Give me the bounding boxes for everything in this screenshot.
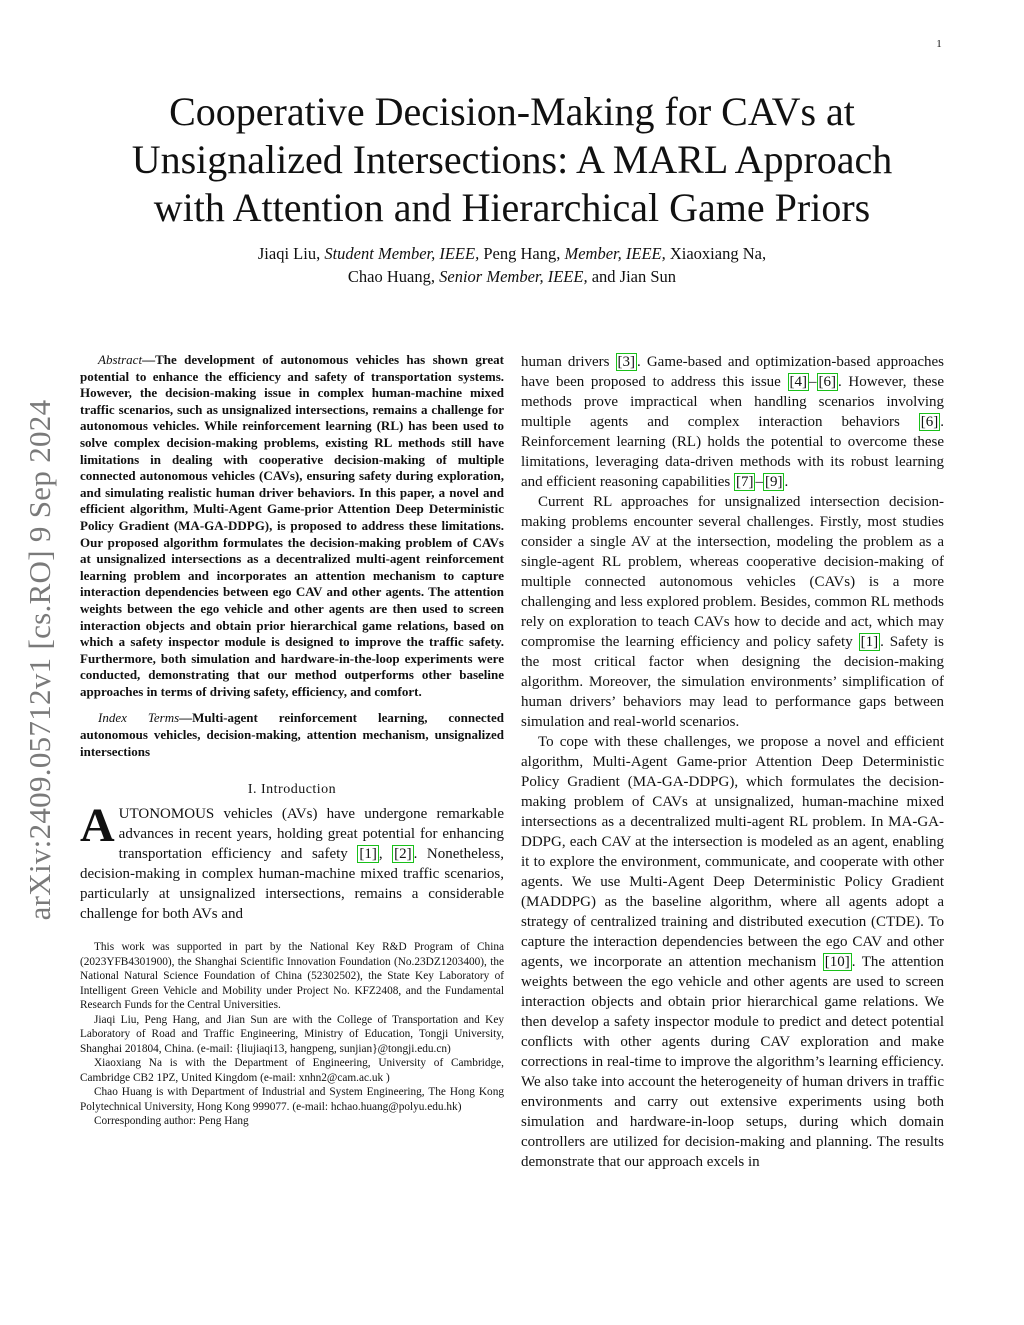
citation-link[interactable]: [9] xyxy=(764,474,783,490)
abstract-label: Abstract xyxy=(98,352,143,367)
right-column xyxy=(521,352,944,1172)
body-text: . Reinforcement learning (RL) holds the potential to overcome these limitations, leveraging data-driven methods with its robust learning and efficient reasoning capabilities xyxy=(521,414,944,490)
author-line xyxy=(100,242,924,265)
author-list xyxy=(100,242,924,288)
section-heading: I. Introduction xyxy=(247,782,337,798)
citation-link[interactable]: [1] xyxy=(359,846,377,863)
intro-text: UTONOMOUS vehicles (AVs) have undergone remarkable advances in recent years, holding great potential for enhancing transportation efficiency and safety xyxy=(118,806,504,863)
index-terms-text: —Multi-agent reinforcement learning, connected autonomous vehicles, decision-making, attention mechanism, unsignalized intersections xyxy=(80,710,504,759)
footnote: Corresponding author: Peng Hang xyxy=(94,1115,249,1128)
citation-link[interactable]: [10] xyxy=(824,954,850,970)
footnote: Xiaoxiang Na is with the Department of Engineering, University of Cambridge, Cambridge CB2 1PZ, United Kingdom (e-mail: xnhn2@cam.ac.uk ) xyxy=(80,1057,504,1084)
index-terms-label: Index Terms xyxy=(98,710,180,726)
paper-title xyxy=(60,88,964,232)
intro-text: , xyxy=(378,846,393,863)
body-text: – xyxy=(809,374,817,390)
body-text: human drivers xyxy=(521,354,616,370)
author-line xyxy=(100,265,924,288)
body-text: . xyxy=(784,474,789,490)
intro-text: . Nonetheless, decision-making in complex human-machine mixed traffic scenarios, particularly at unsignalized intersections, remains a considerable challenge for both AVs and xyxy=(80,846,504,923)
footnote: Chao Huang is with Department of Industrial and System Engineering, The Hong Kong Polytechnical University, Hong Kong 999077. (e-mail: hchao.huang@polyu.edu.hk) xyxy=(80,1086,504,1113)
body-text: . Safety is the most critical factor when designing the decision-making algorithm. Moreover, the simulation environments’ simplification of human drivers’ behaviors may lead to performance gaps between simulation and real-world scenarios. xyxy=(521,634,944,730)
citation-link[interactable]: [2] xyxy=(394,846,412,863)
footnotes xyxy=(80,940,504,1129)
citation-link[interactable]: [7] xyxy=(735,474,754,490)
author-name: Jiaqi Liu, xyxy=(257,244,325,263)
body-text: . However, these methods prove impractical when handling scenarios involving multiple agents and complex interaction behaviors xyxy=(521,374,944,430)
body-text: . The attention weights between the ego vehicle and other agents are used to screen interaction objects and obtain prior hierarchical game relations. We then develop a safety inspector module to predict and detect potential conflicts with other agents during CAV exploration and make corrections in real-time to improve the algorithm’s learning efficiency. We also take into account the heterogeneity of human drivers in traffic environments and carry out extensive experiments using both simulation and hardware-in-loop setups, during which domain controllers are utilized for decision-making and planning. The results demonstrate that our approach excels in xyxy=(521,954,944,1170)
citation-link[interactable]: [6] xyxy=(818,374,836,390)
body-text: Current RL approaches for unsignalized intersection decision-making problems encounter several challenges. Firstly, most studies consider a single AV at the intersection, modeling the problem as a single-agent RL problem, whereas cooperative decision-making of multiple connected autonomous vehicles (CAVs) is a more challenging and less explored problem. Besides, common RL methods rely on exploration to teach CAVs how to decide and act, which may compromise the learning efficiency and policy safety xyxy=(521,494,944,650)
footnote: This work was supported in part by the National Key R&D Program of China (2023YFB4301900), the Shanghai Scientific Innovation Foundation (No.23DZ1203400), the National Natural Science Foundation of China (52302502), the State Key Laboratory of Intelligent Green Vehicle and Mobility under Project No. KFZ2408, and the Fundamental Research Funds for the Central Universities. xyxy=(80,941,504,1012)
body-paragraph xyxy=(521,492,944,732)
citation-link[interactable]: [4] xyxy=(789,374,807,390)
author-name: Xiaoxiang Na, xyxy=(665,244,767,263)
footnote: Jiaqi Liu, Peng Hang, and Jian Sun are with the College of Transportation and Key Laboratory of Road and Traffic Engineering, Ministry of Education, Tongji University, Shanghai 201804, China. (e-mail: {liujiaqi13, hangpeng, sunjian}@tongji.edu.cn) xyxy=(80,1013,504,1055)
author-name: and Jian Sun xyxy=(587,267,677,286)
left-column xyxy=(80,352,504,1129)
index-terms xyxy=(80,710,504,760)
citation-link[interactable]: [1] xyxy=(860,634,879,650)
author-role: Senior Member, IEEE, xyxy=(439,267,588,286)
body-text: To cope with these challenges, we propose a novel and efficient algorithm, Multi-Agent Game-prior Attention Deep Deterministic Policy Gradient (MA-GA-DDPG), which formulates the decision-making problem of CAVs at unsignalized, human-machine mixed intersections as a decentralized multi-agent RL problem. In MA-GA-DDPG, each CAV at the intersection is modeled as an agent, enabling it to explore the environment, communicate, and cooperate with other agents. We use Multi-Agent Deep Deterministic Policy Gradient (MADDPG) as the baseline algorithm, where all agents adopt a strategy of centralized training and distributed execution (CTDE). To capture the interaction dependencies between the ego CAV and other agents, we incorporate an attention mechanism xyxy=(521,734,944,970)
body-paragraph xyxy=(521,732,944,1172)
author-role: Member, IEEE, xyxy=(564,244,666,263)
title-line: with Attention and Hierarchical Game Priors xyxy=(153,185,871,230)
arxiv-identifier xyxy=(10,360,70,960)
author-name: Chao Huang, xyxy=(347,267,440,286)
page-number: 1 xyxy=(936,38,942,50)
author-name: Peng Hang, xyxy=(479,244,565,263)
citation-link[interactable]: [3] xyxy=(617,354,636,370)
title-line: Unsignalized Intersections: A MARL Approach xyxy=(131,137,893,182)
arxiv-identifier-text: arXiv:2409.05712v1 [cs.RO] 9 Sep 2024 xyxy=(22,399,57,921)
body-text: . Game-based and optimization-based approaches have been proposed to address this issue xyxy=(521,354,944,390)
drop-cap: A xyxy=(80,799,115,853)
intro-paragraph xyxy=(80,799,504,924)
body-paragraph xyxy=(521,352,944,492)
abstract xyxy=(80,352,504,700)
title-line: Cooperative Decision-Making for CAVs at xyxy=(169,89,855,134)
citation-link[interactable]: [6] xyxy=(920,414,939,430)
abstract-text: —The development of autonomous vehicles has shown great potential to enhance the efficiency and safety of transportation systems. However, the decision-making issue in complex human-machine mixed traffic scenarios, such as unsignalized intersections, remains a challenge for autonomous vehicles. While reinforcement learning (RL) has been used to solve complex decision-making problems, existing RL methods still have limitations in dealing with cooperative decision-making of multiple connected autonomous vehicles (CAVs), ensuring safety during exploration, and simulating realistic human driver behaviors. In this paper, a novel and efficient algorithm, Multi-Agent Game-prior Attention Deep Deterministic Policy Gradient (MA-GA-DDPG), is proposed to address these limitations. Our proposed algorithm formulates the decision-making problem of CAVs at unsignalized intersections as a decentralized multi-agent reinforcement learning problem and incorporates an attention mechanism to capture interaction dependencies between ego CAV and other agents. The attention weights between the ego vehicle and other agents are then used to screen interaction objects and obtain prior hierarchical game relations, based on which a safety inspector module is designed to improve the traffic safety. Furthermore, both simulation and hardware-in-the-loop experiments were conducted, demonstrating that our method outperforms other baseline approaches in terms of driving safety, efficiency, and comfort. xyxy=(80,352,504,699)
author-role: Student Member, IEEE, xyxy=(324,244,480,263)
body-text: – xyxy=(755,474,763,490)
